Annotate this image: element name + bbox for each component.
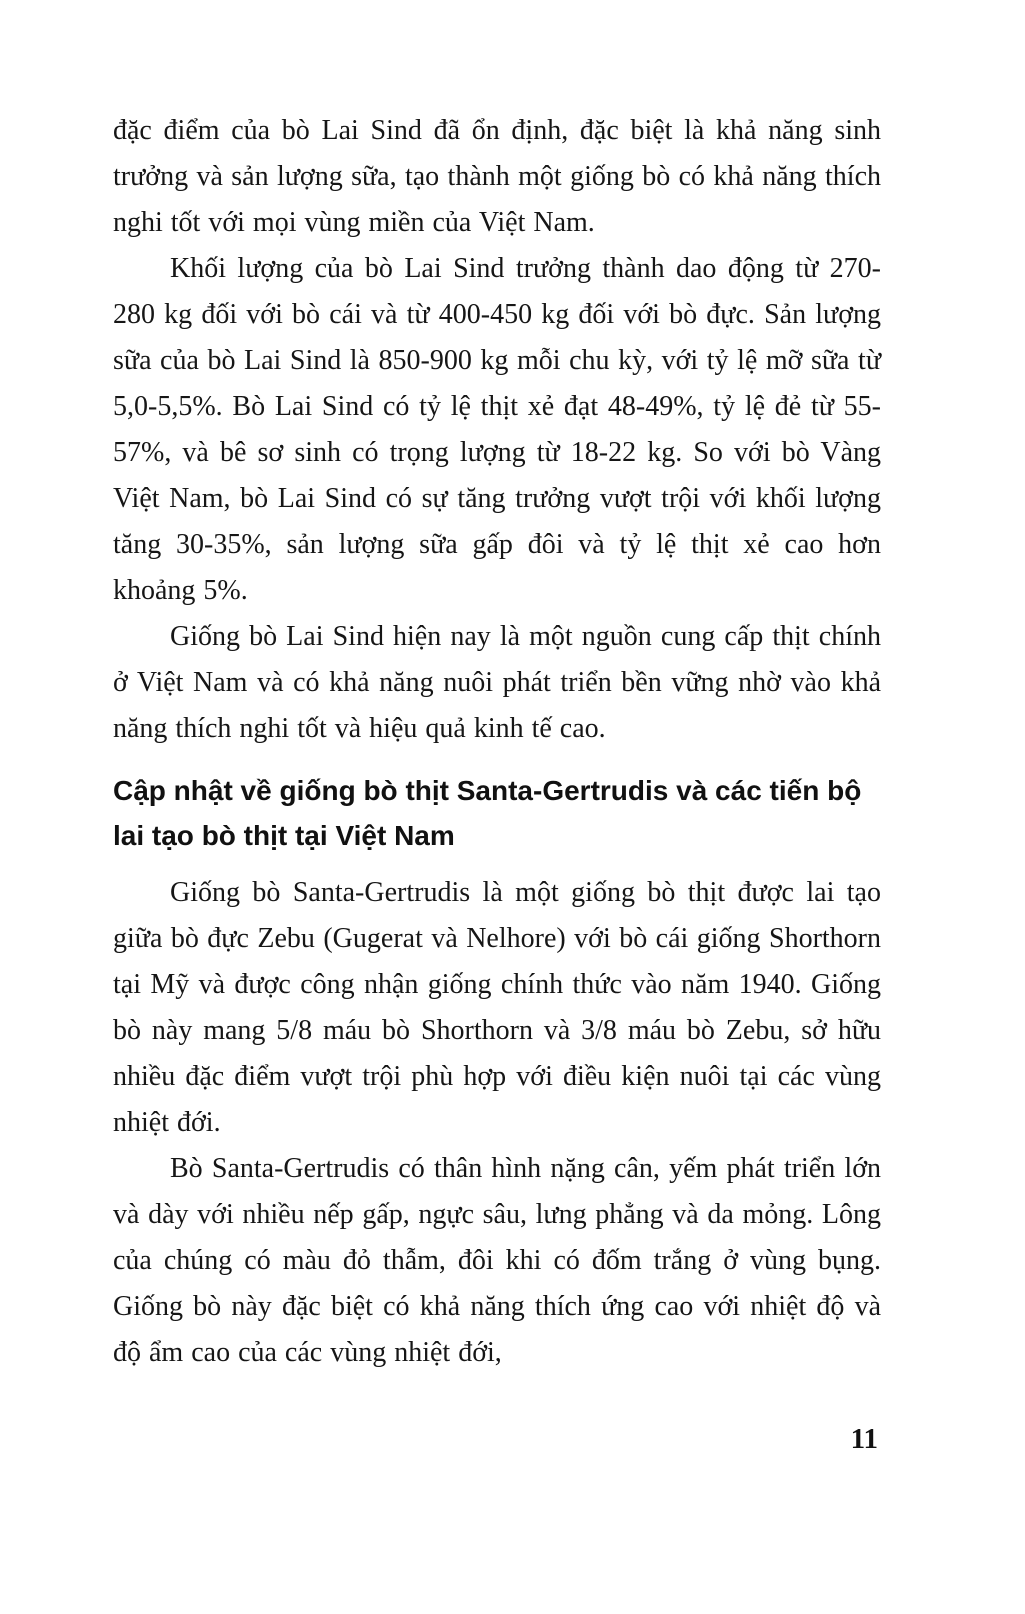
page-number: 11 (850, 1423, 878, 1455)
paragraph: Giống bò Lai Sind hiện nay là một nguồn cung cấp thịt chính ở Việt Nam và có khả năng nuôi phát triển bền vững nhờ vào khả năng thích nghi tốt và hiệu quả kinh tế cao. (113, 621, 881, 744)
paragraph: Khối lượng của bò Lai Sind trưởng thành dao động từ 270-280 kg đối với bò cái và từ 400-450 kg đối với bò đực. Sản lượng sữa của bò Lai Sind là 850-900 kg mỗi chu kỳ, với tỷ lệ mỡ sữa từ 5,0-5,5%. Bò Lai Sind có tỷ lệ thịt xẻ đạt 48-49%, tỷ lệ đẻ từ 55-57%, và bê sơ sinh có trọng lượng từ 18-22 kg. So với bò Vàng Việt Nam, bò Lai Sind có sự tăng trưởng vượt trội với khối lượng tăng 30-35%, sản lượng sữa gấp đôi và tỷ lệ thịt xẻ cao hơn khoảng 5%. (113, 253, 881, 606)
paragraph: Bò Santa-Gertrudis có thân hình nặng cân, yếm phát triển lớn và dày với nhiều nếp gấp, ngực sâu, lưng phẳng và da mỏng. Lông của chúng có màu đỏ thẫm, đôi khi có đốm trắng ở vùng bụng. Giống bò này đặc biệt có khả năng thích ứng cao với nhiệt độ và độ ẩm cao của các vùng nhiệt đới, (113, 1153, 881, 1368)
section-heading: Cập nhật về giống bò thịt Santa-Gertrudis và các tiến bộ lai tạo bò thịt tại Việt Nam (113, 775, 862, 851)
paragraph-continuation: đặc điểm của bò Lai Sind đã ổn định, đặc biệt là khả năng sinh trưởng và sản lượng sữa, tạo thành một giống bò có khả năng thích nghi tốt với mọi vùng miền của Việt Nam. (113, 115, 881, 238)
paragraph: Giống bò Santa-Gertrudis là một giống bò thịt được lai tạo giữa bò đực Zebu (Gugerat và Nelhore) với bò cái giống Shorthorn tại Mỹ và được công nhận giống chính thức vào năm 1940. Giống bò này mang 5/8 máu bò Shorthorn và 3/8 máu bò Zebu, sở hữu nhiều đặc điểm vượt trội phù hợp với điều kiện nuôi tại các vùng nhiệt đới. (113, 877, 881, 1138)
text-block (113, 108, 881, 1376)
